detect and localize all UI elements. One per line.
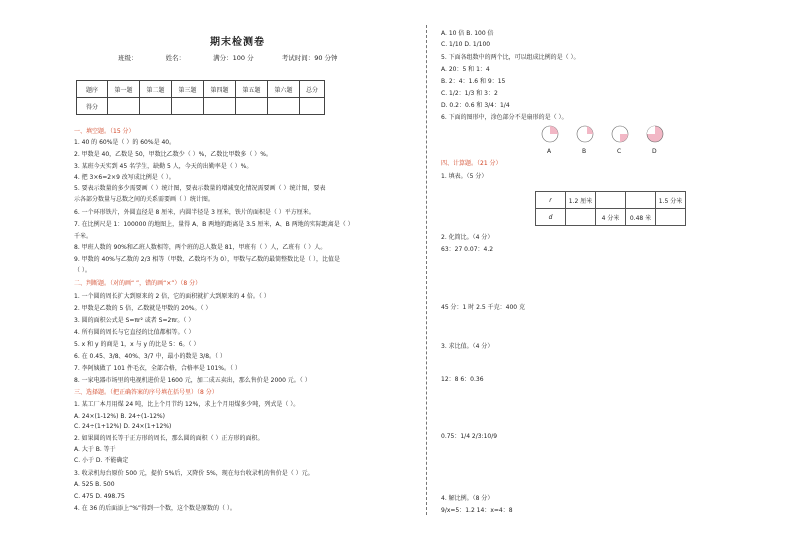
figure-a[interactable]	[542, 126, 558, 142]
figure-d[interactable]	[647, 126, 663, 142]
question-line: 1. 一个圆的周长扩大到原来的 2 倍，它的面积就扩大到原来的 4 倍。（ ）	[74, 293, 270, 300]
fill-cell: 1.2 厘米	[566, 192, 596, 209]
score-header-cell: 第二题	[140, 81, 172, 98]
fill-cell: 1.5 分米	[656, 192, 686, 209]
question-line: 0.75：1/4 2/3:10/9	[441, 433, 498, 440]
figure-label-c: C	[617, 148, 622, 155]
full-score-label: 满分：100 分	[213, 54, 254, 62]
score-header-cell: 第五题	[236, 81, 268, 98]
figure-label-a: A	[547, 148, 552, 155]
question-line: 1. 某工厂本月用煤 24 吨，比上个月节约 12%，求上个月用煤多少吨，列式是（ ）。	[74, 401, 300, 408]
question-line: 12：8 6：0.36	[441, 376, 484, 383]
score-header-cell: 第六题	[268, 81, 300, 98]
question-line: 5. x 和 y 的商是 1，x 与 y 的比是 5：6。（ ）	[74, 341, 200, 348]
question-line: 3. 某班今天实到 45 名学生，缺勤 5 人，今天的出勤率是（ ）%。	[74, 163, 253, 170]
question-line: 3. 圆的面积公式是 S=πr² 或者 S=2πr。（ ）	[74, 317, 195, 324]
question-line: 5. 要表示数量的多少需要画（ ）统计图，要表示数量的增减变化情况需要画（ ）统计图，要表	[74, 185, 326, 192]
question-line: 8. 甲班人数的 90%和乙班人数相等，两个班的总人数是 81，甲班有（ ）人，乙班有（ ）人。	[74, 244, 327, 251]
question-line: A. 525 B. 500	[74, 481, 115, 488]
question-line: 2. 甲数是乙数的 5 倍，乙数就是甲数的 20%。（ ）	[74, 305, 212, 312]
score-table	[76, 80, 325, 115]
section-heading: 三、选择题。（把正确答案的序号填在括号里）（8 分）	[74, 389, 218, 396]
question-line: C. 1/2：1/3 和 3：2	[441, 90, 498, 97]
fill-cell[interactable]	[566, 209, 596, 226]
score-header-cell: 第一题	[108, 81, 140, 98]
score-cell[interactable]	[108, 98, 140, 115]
question-line: 4. 解比例。（8 分）	[441, 495, 494, 502]
question-line: 2. 甲数是 40，乙数是 50，甲数比乙数少（ ）%，乙数比甲数多（ ）%。	[74, 151, 272, 158]
question-line: （ ）。	[74, 267, 91, 274]
section-heading: 一、填空题。（15 分）	[74, 128, 135, 135]
question-line: A. 大于 B. 等于	[74, 446, 116, 453]
question-line: 3. 求比值。（4 分）	[441, 343, 494, 350]
question-line: 7. 李阿姨做了 101 件毛衣，全部合格，合格率是 101%。（ ）	[74, 365, 241, 372]
question-line: B. 2：4：1.6 和 9：15	[441, 78, 506, 85]
fill-table	[535, 191, 686, 226]
score-cell[interactable]	[268, 98, 300, 115]
fill-header-d: d	[536, 209, 566, 226]
question-line: 6. 在 0.45、3/8、40%、3/7 中，最小的数是 3/8。（ ）	[74, 353, 226, 360]
question-line: 2. 如果圆的周长等于正方形的周长，那么圆的面积（ ）正方形的面积。	[74, 435, 264, 442]
page-title: 期末检测卷	[210, 37, 265, 48]
score-header-cell: 第三题	[172, 81, 204, 98]
question-line: 3. 收录机每台原价 500 元，提价 5%后，又降价 5%，现在每台收录机的售价是（ ）元。	[74, 470, 314, 477]
question-line: 9/x=5：1.2 14：x=4：8	[441, 507, 513, 514]
fill-cell[interactable]	[656, 209, 686, 226]
question-line: 9. 甲数的 40%与乙数的 2/3 相等（甲数、乙数均不为 0），甲数与乙数的最简整数比是（ ），比值是	[74, 256, 340, 263]
question-line: 示各部分数量与总数之间的关系需要画（ ）统计图。	[74, 196, 214, 203]
question-line: A. 24×(1-12%) B. 24÷(1-12%)	[74, 413, 165, 420]
question-line: 63：27 0.07：4.2	[441, 246, 494, 253]
question-line: 2. 化简比。（4 分）	[441, 234, 494, 241]
question-line: 7. 在比例尺是 1：100000 的地图上，量得 A、B 两地的距离是 3.5 厘米，A、B 两地的实际距离是（ ）	[74, 221, 354, 228]
question-line: C. 1/10 D. 1/100	[441, 41, 491, 48]
section-heading: 二、判断题。（对的画“ ”，错的画“×”）（8 分）	[74, 280, 202, 287]
question-line: C. 475 D. 498.75	[74, 493, 125, 500]
score-row-label: 得分	[77, 98, 108, 115]
score-cell[interactable]	[236, 98, 268, 115]
question-line: C. 小于 D. 不能确定	[74, 457, 129, 464]
fill-header-r: r	[536, 192, 566, 209]
question-line: 4. 在 36 的后面添上“%”得到一个数，这个数是原数的（ ）。	[74, 505, 236, 512]
question-line: 45 分：1 时 2.5 千克：400 克	[441, 304, 525, 311]
question-line: A. 10 倍 B. 100 倍	[441, 30, 494, 37]
question-line: 1. 40 的 60%是（ ）的 60%是 40。	[74, 139, 176, 146]
exam-time-label: 考试时间：90 分钟	[281, 54, 338, 62]
figure-c[interactable]	[612, 126, 628, 142]
question-line: 8. 一家电器市场里的电视机进价是 1600 元，加二成五卖出，那么售价是 2000 元。（ ）	[74, 377, 311, 384]
question-line: 6. 下面的图形中，涂色部分不是扇形的是（ ）。	[441, 114, 568, 121]
figure-label-b: B	[582, 148, 587, 155]
question-line: D. 0.2：0.6 和 3/4：1/4	[441, 102, 510, 109]
column-divider	[426, 25, 427, 515]
class-label: 班级：	[118, 54, 138, 62]
question-line: 1. 填表。（5 分）	[441, 173, 488, 180]
score-header-cell: 总分	[300, 81, 325, 98]
question-line: 6. 一个环形铁片，外圆直径是 8 厘米，内圆半径是 3 厘米，铁片的面积是（ ）平方厘米。	[74, 209, 315, 216]
question-line: 4. 把 3×6=2×9 改写成比例是（ ）。	[74, 174, 175, 181]
name-label: 姓名：	[165, 54, 186, 62]
question-line: 5. 下面各组数中的两个比，可以组成比例的是（ ）。	[441, 54, 580, 61]
question-line: C. 24÷(1+12%) D. 24×(1+12%)	[74, 423, 172, 430]
figure-label-d: D	[652, 148, 657, 155]
score-cell[interactable]	[300, 98, 325, 115]
score-header-cell: 题序	[77, 81, 108, 98]
score-cell[interactable]	[172, 98, 204, 115]
fill-cell[interactable]	[596, 192, 626, 209]
question-line: A. 20：5 和 1：4	[441, 66, 490, 73]
figure-b[interactable]	[577, 126, 593, 142]
student-info-line	[118, 53, 364, 62]
fill-cell: 0.48 米	[626, 209, 656, 226]
sector-figures	[540, 124, 680, 144]
section-heading: 四、计算题。（21 分）	[441, 160, 502, 167]
question-line: 千米。	[74, 233, 93, 240]
score-header-cell: 第四题	[204, 81, 236, 98]
fill-cell[interactable]	[626, 192, 656, 209]
score-cell[interactable]	[204, 98, 236, 115]
fill-cell: 4 分米	[596, 209, 626, 226]
question-line: 4. 所有圆的周长与它直径的比值都相等。（ ）	[74, 329, 195, 336]
score-cell[interactable]	[140, 98, 172, 115]
